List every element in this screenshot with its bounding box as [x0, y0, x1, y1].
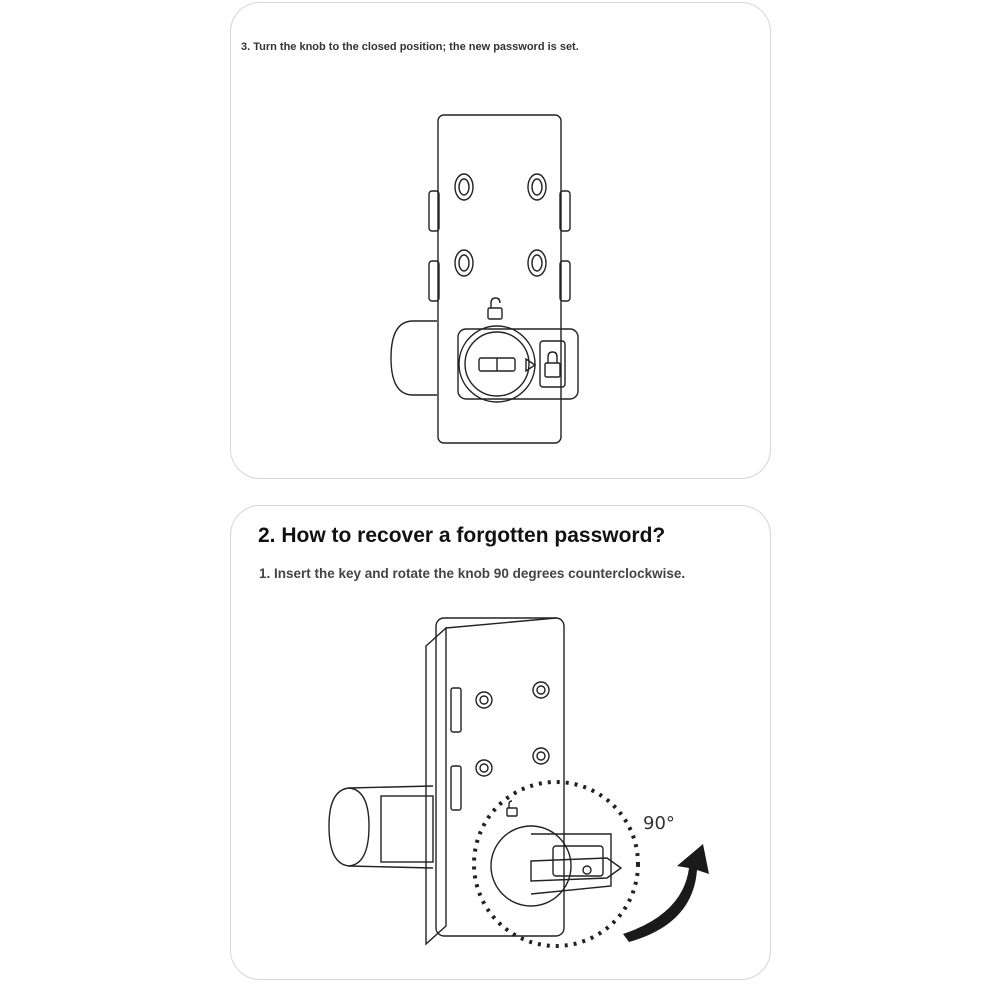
- unlock-icon: [507, 801, 517, 816]
- instruction-card-recover-password: [230, 505, 771, 980]
- dial-wheel: [429, 191, 570, 301]
- unlock-icon: [488, 298, 502, 319]
- lock-body-plate: [436, 618, 564, 936]
- lock-cylinder: [329, 786, 433, 868]
- dial-buttons: [455, 174, 546, 276]
- dial-buttons: [476, 682, 549, 776]
- rotation-degree-label: 90°: [643, 813, 675, 834]
- lock-closed-position-illustration: [231, 3, 772, 480]
- section-heading: 2. How to recover a forgotten password?: [258, 524, 666, 547]
- instruction-card-step-3: [230, 2, 771, 479]
- step-3-text: 3. Turn the knob to the closed position; the new password is set.: [241, 41, 579, 53]
- lock-cylinder: [391, 321, 437, 395]
- step-1-text: 1. Insert the key and rotate the knob 90 degrees counterclockwise.: [259, 566, 686, 581]
- lock-body-plate: [438, 115, 561, 443]
- dial-wheel: [451, 688, 461, 810]
- key-insert-rotate-illustration: [231, 506, 772, 981]
- highlight-dashed-circle: [474, 782, 638, 946]
- arrow-indicator-icon: [526, 359, 535, 371]
- rotate-arrow-icon: [623, 844, 709, 942]
- key: [531, 858, 621, 881]
